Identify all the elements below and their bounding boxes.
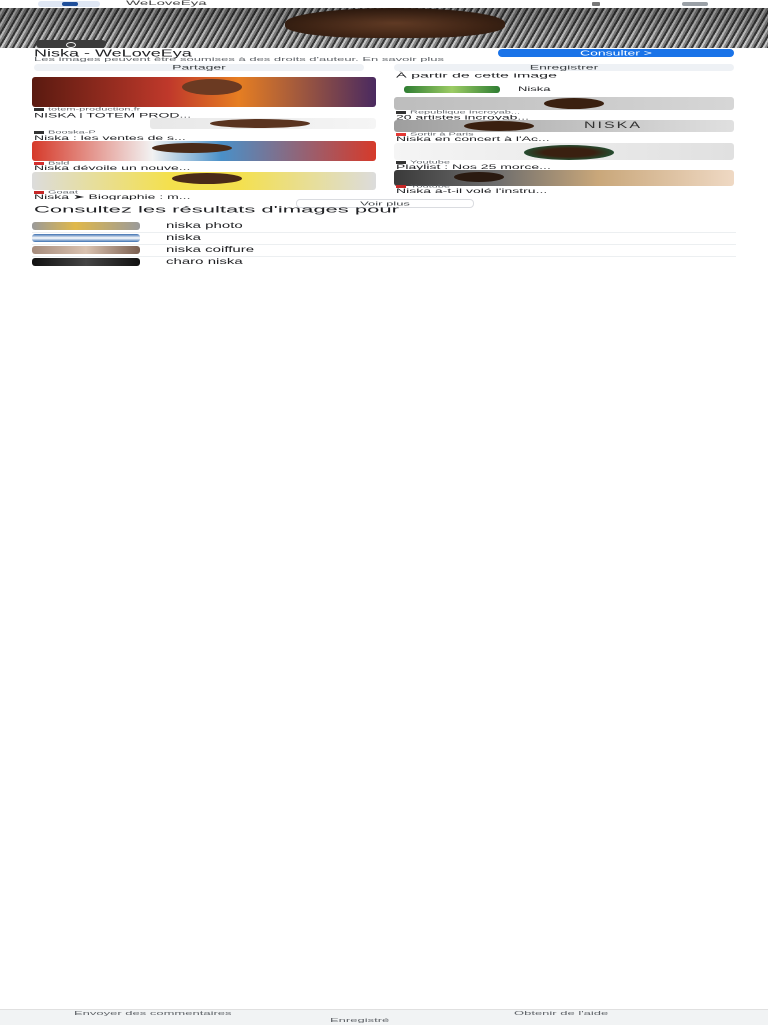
related-source: Youtube	[396, 184, 732, 189]
from-image-heading: À partir de cette image	[396, 72, 557, 79]
related-image-2-subject	[210, 119, 310, 128]
result-thumbnail	[32, 234, 140, 242]
help-link[interactable]: Obtenir de l'aide	[514, 1009, 609, 1017]
related-source: Sortir à Paris	[396, 132, 732, 137]
related-source: Republique Incroyab...	[396, 110, 732, 115]
related-caption[interactable]: Playlist : Nos 25 morce...	[396, 164, 551, 170]
related-image-3[interactable]	[32, 141, 376, 161]
related-image-4-subject	[172, 173, 242, 184]
related-image-7[interactable]	[394, 143, 734, 160]
related-image-8-subject	[454, 172, 504, 182]
favicon	[34, 131, 44, 134]
result-thumbnail	[32, 222, 140, 230]
results-heading: Consultez les résultats d'images pour	[34, 204, 399, 215]
related-caption[interactable]: NISKA | TOTEM PROD...	[34, 112, 192, 118]
related-source: Goaat	[34, 190, 374, 195]
result-label: niska	[166, 233, 202, 243]
related-image-2[interactable]	[150, 118, 376, 129]
related-image-7-subject	[524, 145, 614, 160]
result-label: niska photo	[166, 221, 243, 231]
artist-chip-thumbnail[interactable]	[404, 86, 500, 93]
overlay-title: NISKA	[584, 121, 643, 131]
related-source: Bsld	[34, 161, 374, 166]
related-caption[interactable]: Niska en concert à l'Ac...	[396, 136, 550, 142]
result-label: charo niska	[166, 257, 243, 267]
result-thumbnail	[32, 258, 140, 266]
site-logo[interactable]	[38, 1, 100, 7]
related-caption[interactable]: Niska a-t-il volé l'instru...	[396, 188, 548, 194]
main-image-shade	[0, 8, 768, 48]
related-caption[interactable]: 20 artistes incroyab...	[396, 114, 530, 120]
save-button[interactable]	[394, 64, 734, 71]
related-image-5[interactable]	[394, 97, 734, 110]
see-more-button[interactable]: Voir plus	[296, 199, 474, 208]
result-thumbnail	[32, 246, 140, 254]
share-icon[interactable]	[592, 2, 600, 6]
feedback-link[interactable]: Envoyer des commentaires	[74, 1009, 232, 1017]
related-source: Booska-P	[34, 130, 374, 135]
related-image-5-subject	[544, 98, 604, 109]
related-source: Youtube	[396, 160, 732, 165]
result-label: niska coiffure	[166, 245, 255, 255]
favicon	[34, 108, 44, 111]
top-bar	[0, 0, 768, 8]
artist-chip[interactable]: Niska	[518, 85, 551, 93]
visit-button[interactable]: Consulter >	[498, 49, 734, 57]
related-image-1-subject	[182, 79, 242, 95]
related-image-1[interactable]	[32, 77, 376, 107]
image-title: Niska - WeLoveEya	[34, 47, 192, 59]
share-label: Partager	[172, 63, 226, 71]
related-image-6[interactable]	[394, 120, 734, 132]
related-image-4[interactable]	[32, 172, 376, 190]
copyright-notice: Les images peuvent être soumises à des droits d'auteur. En savoir plus	[34, 57, 445, 63]
share-button[interactable]	[34, 64, 364, 71]
save-label: Enregistrer	[529, 63, 599, 71]
site-title: WeLoveEya	[126, 0, 207, 7]
related-caption[interactable]: Niska dévoile un nouve...	[34, 165, 191, 171]
related-image-6-subject	[464, 121, 534, 131]
related-caption[interactable]: Niska ➤ Biographie : m...	[34, 194, 191, 200]
saved-link[interactable]: Enregistré	[330, 1016, 390, 1024]
related-caption[interactable]: Niska : les ventes de s...	[34, 135, 186, 141]
related-image-3-subject	[152, 143, 232, 153]
related-source: totem-production.fr	[34, 107, 374, 112]
close-icon[interactable]	[682, 2, 708, 6]
result-row[interactable]	[32, 256, 736, 268]
